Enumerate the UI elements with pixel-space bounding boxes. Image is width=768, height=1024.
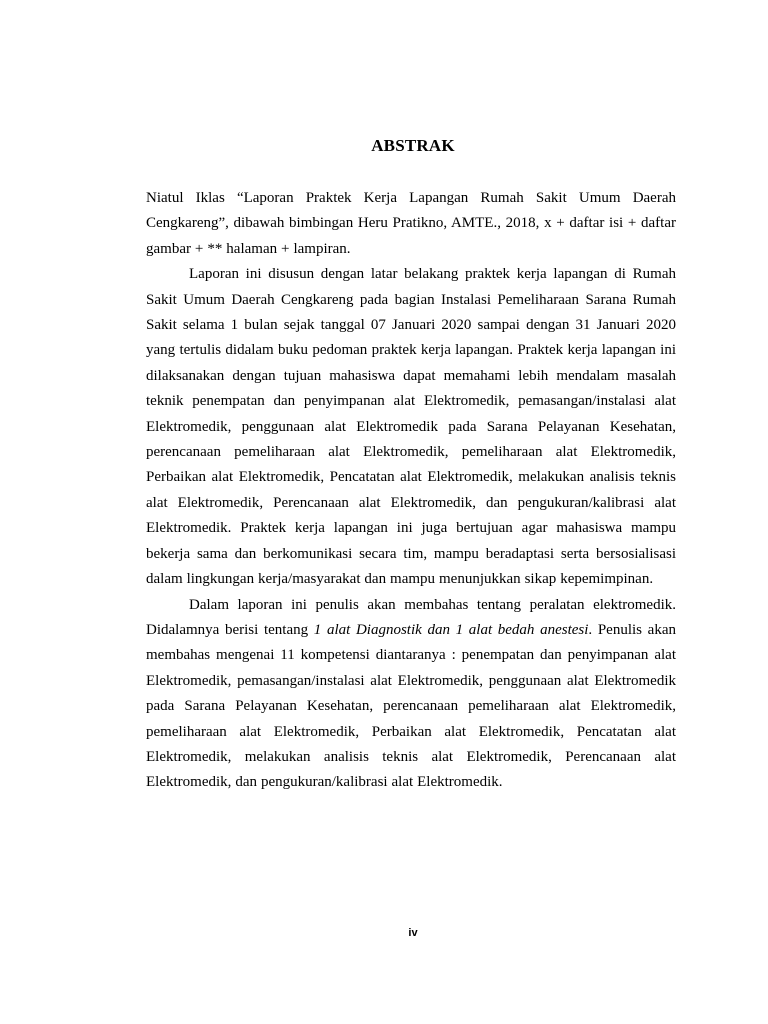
scope-paragraph (146, 593, 676, 796)
background-paragraph: Laporan ini disusun dengan latar belakang praktek kerja lapangan di Rumah Sakit Umum Daerah Cengkareng pada bagian Instalasi Pemeliharaan Sarana Rumah Sakit selama 1 bulan sejak tanggal 07 Januari 2020 sampai dengan 31 Januari 2020 yang tertulis didalam buku pedoman praktek kerja lapangan. Praktek kerja lapangan ini dilaksanakan dengan tujuan mahasiswa dapat memahami lebih mendalam masalah teknik penempatan dan penyimpanan alat Elektromedik, pemasangan/instalasi alat Elektromedik, penggunaan alat Elektromedik pada Sarana Pelayanan Kesehatan, perencanaan pemeliharaan alat Elektromedik, pemeliharaan alat Elektromedik, Perbaikan alat Elektromedik, Pencatatan alat Elektromedik, melakukan analisis teknis alat Elektromedik, Perencanaan alat Elektromedik, dan pengukuran/kalibrasi alat Elektromedik. Praktek kerja lapangan ini juga bertujuan agar mahasiswa mampu bekerja sama dan berkomunikasi secara tim, mampu beradaptasi serta bersosialisasi dalam lingkungan kerja/masyarakat dan mampu menunjukkan sikap kepemimpinan. (146, 266, 676, 588)
page-number: iv (408, 927, 418, 939)
abstract-body (146, 186, 676, 796)
scope-text-end: . Penulis akan membahas mengenai 11 kompetensi diantaranya : penempatan dan penyimpanan alat Elektromedik, pemasangan/instalasi alat Elektromedik, penggunaan alat Elektromedik pada Sarana Pelayanan Kesehatan, perencanaan pemeliharaan alat Elektromedik, pemeliharaan alat Elektromedik, Perbaikan alat Elektromedik, Pencatatan alat Elektromedik, melakukan analisis teknis alat Elektromedik, Perencanaan alat Elektromedik, dan pengukuran/kalibrasi alat Elektromedik. (146, 621, 676, 791)
page-title: ABSTRAK (371, 136, 455, 155)
scope-italic-text: 1 alat Diagnostik dan 1 alat bedah anestesi (313, 621, 589, 638)
scope-text-start: Dalam laporan ini penulis akan membahas tentang peralatan elektromedik. Didalamnya berisi tentang (146, 596, 676, 638)
citation-paragraph: Niatul Iklas “Laporan Praktek Kerja Lapangan Rumah Sakit Umum Daerah Cengkareng”, dibawah bimbingan Heru Pratikno, AMTE., 2018, x + daftar isi + daftar gambar + ** halaman + lampiran. (146, 190, 676, 257)
